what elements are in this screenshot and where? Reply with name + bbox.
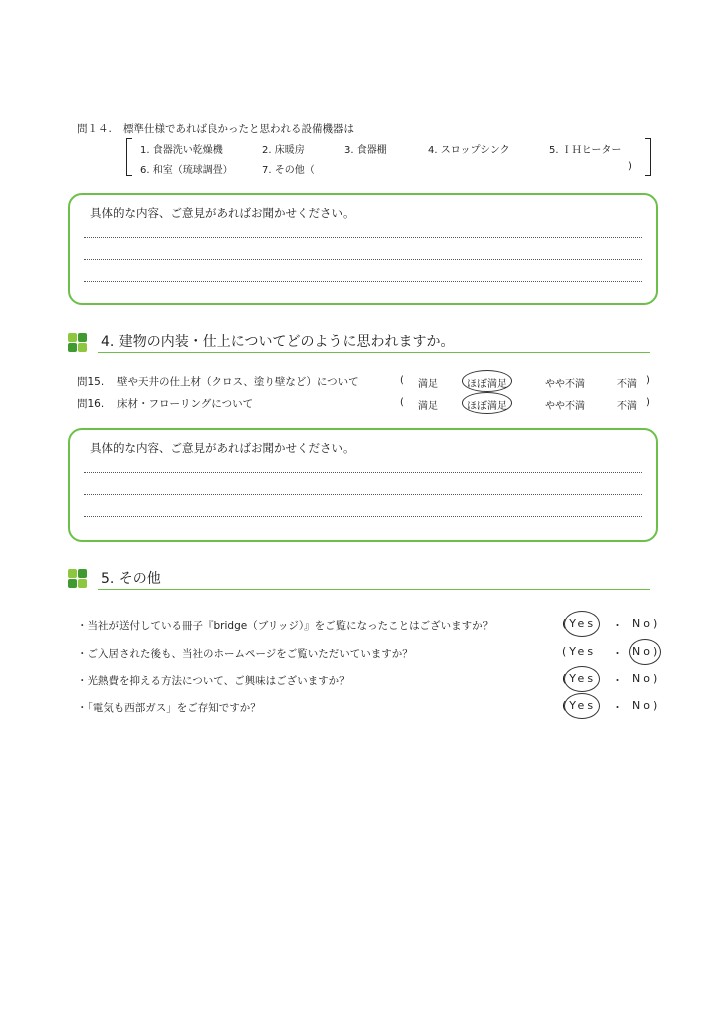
item-1-no[interactable]: No)	[632, 617, 661, 630]
section-5-title: 5. その他	[101, 571, 161, 587]
q14-option-6[interactable]: 6. 和室（琉球調畳）	[140, 165, 233, 176]
q16-label: 問16.	[77, 398, 105, 410]
q14-label: 問１４.	[77, 123, 112, 135]
q16-selection-circle	[462, 392, 512, 414]
q15-opt-satisfied[interactable]: 満足	[418, 379, 438, 390]
item-2-yes[interactable]: (Yes	[562, 645, 597, 658]
q16-paren-close: )	[646, 397, 650, 408]
item-4-yes-circle	[564, 693, 600, 719]
clover-icon	[68, 569, 88, 589]
item-2-no-circle	[629, 639, 661, 665]
clover-icon	[68, 333, 88, 353]
item-1-yes[interactable]: (Yes	[562, 617, 597, 630]
q15-text: 壁や天井の仕上材（クロス、塗り壁など）について	[117, 376, 359, 388]
item-1-yes-circle	[564, 611, 600, 637]
q14-bracket-left	[126, 138, 132, 176]
item-3-yes[interactable]: (Yes	[562, 672, 597, 685]
item-1-text: ・当社が送付している冊子『bridge（ブリッジ）』をご覧になったことはございますか？	[77, 620, 494, 632]
comment-box-2[interactable]	[68, 428, 658, 542]
q15-label: 問15.	[77, 376, 105, 388]
q14-option-5[interactable]: 5. ＩＨヒーター	[549, 145, 622, 156]
comment-line	[84, 494, 642, 495]
item-2-no[interactable]: No)	[632, 645, 661, 658]
q16-text: 床材・フローリングについて	[117, 398, 254, 410]
section-5-underline	[98, 589, 650, 590]
q15-opt-somewhat-dissatisfied[interactable]: やや不満	[545, 379, 585, 390]
item-3-sep: ・	[612, 674, 626, 687]
item-3-no[interactable]: No)	[632, 672, 661, 685]
q14-option-7[interactable]: 7. その他（	[262, 165, 315, 176]
comment-line	[84, 259, 642, 260]
item-3-text: ・光熱費を抑える方法について、ご興味はございますか？	[77, 675, 350, 687]
comment-line	[84, 237, 642, 238]
q16-opt-satisfied[interactable]: 満足	[418, 401, 438, 412]
q14-text: 標準仕様であれば良かったと思われる設備機器は	[123, 123, 354, 135]
comment-box-1[interactable]	[68, 193, 658, 305]
item-4-no[interactable]: No)	[632, 699, 661, 712]
q15-opt-dissatisfied[interactable]: 不満	[617, 379, 637, 390]
item-3-yes-circle	[564, 666, 600, 692]
comment-line	[84, 472, 642, 473]
q14-option-2[interactable]: 2. 床暖房	[262, 145, 305, 156]
q16-opt-mostly-satisfied[interactable]: ほぼ満足	[467, 401, 507, 412]
q15-paren-open: (	[400, 375, 404, 386]
q14-option-3[interactable]: 3. 食器棚	[344, 145, 387, 156]
item-1-sep: ・	[612, 619, 626, 632]
q16-paren-open: (	[400, 397, 404, 408]
comment-line	[84, 281, 642, 282]
q14-option-1[interactable]: 1. 食器洗い乾燥機	[140, 145, 223, 156]
section-4-title: 4. 建物の内装・仕上についてどのように思われますか。	[101, 334, 455, 350]
comment-box-1-label: 具体的な内容、ご意見があればお聞かせください。	[90, 206, 355, 220]
q15-opt-mostly-satisfied[interactable]: ほぼ満足	[467, 379, 507, 390]
item-4-sep: ・	[612, 701, 626, 714]
q16-opt-somewhat-dissatisfied[interactable]: やや不満	[545, 401, 585, 412]
q16-opt-dissatisfied[interactable]: 不満	[617, 401, 637, 412]
q14-option-7-close: )	[628, 161, 632, 172]
q15-selection-circle	[462, 370, 512, 392]
item-2-sep: ・	[612, 647, 626, 660]
q15-paren-close: )	[646, 375, 650, 386]
section-4-underline	[98, 352, 650, 353]
comment-box-2-label: 具体的な内容、ご意見があればお聞かせください。	[90, 441, 355, 455]
comment-line	[84, 516, 642, 517]
q14-bracket-right	[645, 138, 651, 176]
q14-option-4[interactable]: 4. スロップシンク	[428, 145, 510, 156]
item-4-text: ・「電気も西部ガス」をご存知ですか？	[77, 702, 261, 714]
item-2-text: ・ご入居された後も、当社のホームページをご覧いただいていますか？	[77, 648, 413, 660]
item-4-yes[interactable]: (Yes	[562, 699, 597, 712]
